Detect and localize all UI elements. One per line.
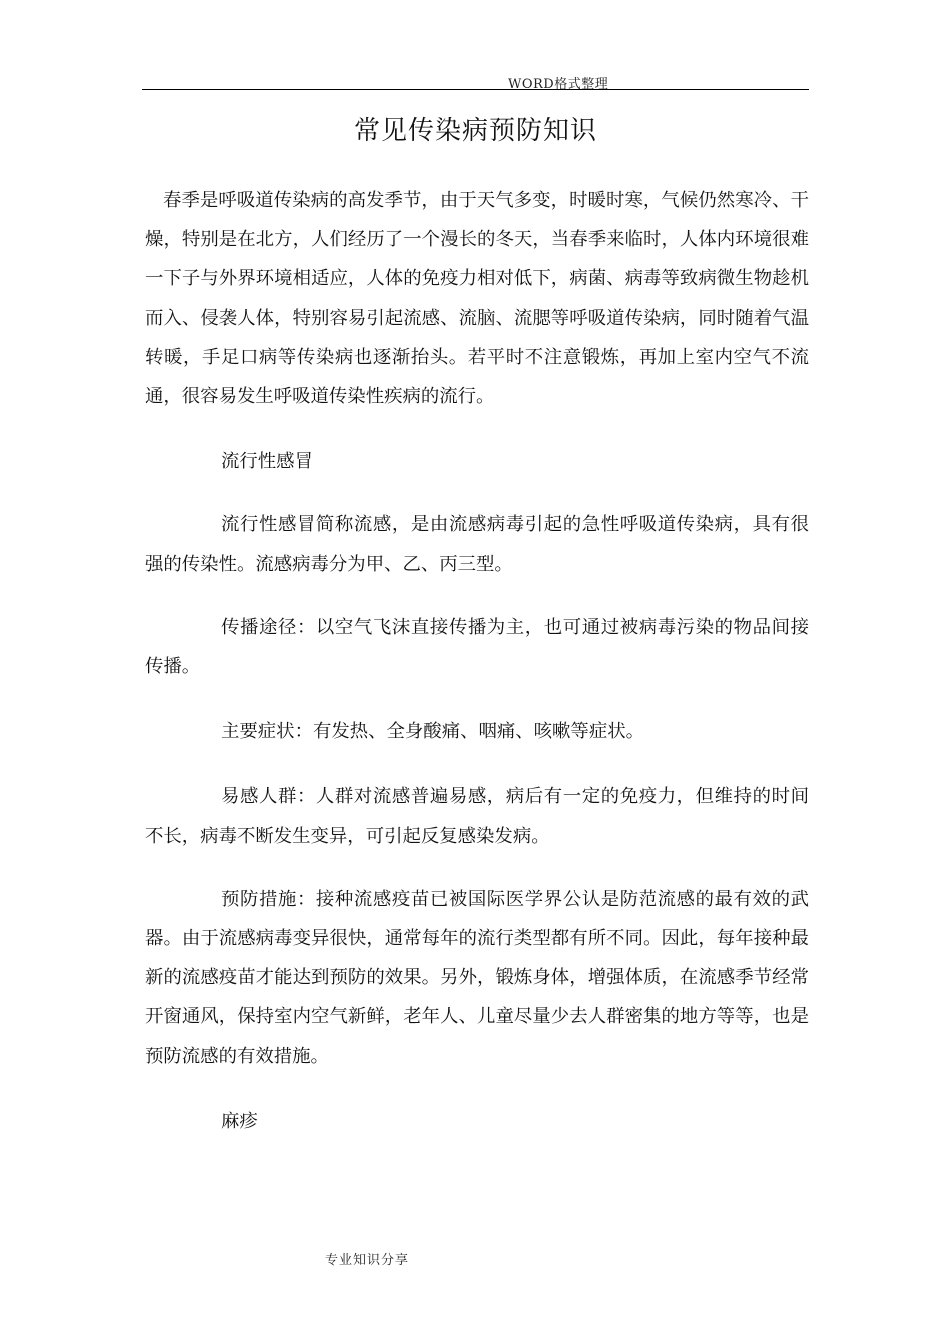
section-heading-measles: 麻疹	[221, 1110, 258, 1132]
influenza-definition-paragraph: 流行性感冒简称流感，是由流感病毒引起的急性呼吸道传染病，具有很强的传染性。流感病毒分为甲、乙、丙三型。	[145, 514, 809, 575]
susceptible-population-paragraph: 易感人群：人群对流感普遍易感，病后有一定的免疫力，但维持的时间不长，病毒不断发生变异，可引起反复感染发病。	[145, 786, 809, 847]
document-title: 常见传染病预防知识	[353, 116, 597, 146]
header-rule	[142, 89, 809, 90]
prevention-paragraph: 预防措施：接种流感疫苗已被国际医学界公认是防范流感的最有效的武器。由于流感病毒变异很快，通常每年的流行类型都有所不同。因此，每年接种最新的流感疫苗才能达到预防的效果。另外，锻炼身体，增强体质，在流感季节经常开窗通风，保持室内空气新鲜，老年人、儿童尽量少去人群密集的地方等等，也是预防流感的有效措施。	[145, 888, 809, 1067]
intro-paragraph: 春季是呼吸道传染病的高发季节，由于天气多变，时暖时寒，气候仍然寒冷、干燥，特别是在北方，人们经历了一个漫长的冬天，当春季来临时，人体内环境很难一下子与外界环境相适应，人体的免疫力相对低下，病菌、病毒等致病微生物趁机而入、侵袭人体，特别容易引起流感、流脑、流腮等呼吸道传染病，同时随着气温转暖，手足口病等传染病也逐渐抬头。若平时不注意锻炼，再加上室内空气不流通，很容易发生呼吸道传染性疾病的流行。	[145, 190, 809, 408]
transmission-paragraph: 传播途径：以空气飞沫直接传播为主，也可通过被病毒污染的物品间接传播。	[145, 616, 809, 678]
document-body	[145, 181, 809, 1141]
section-heading-influenza: 流行性感冒	[221, 451, 313, 473]
symptoms-paragraph: 主要症状：有发热、全身酸痛、咽痛、咳嗽等症状。	[221, 721, 644, 743]
page-header: WORD格式整理	[508, 77, 609, 92]
page-footer: 专业知识分享	[325, 1253, 410, 1268]
